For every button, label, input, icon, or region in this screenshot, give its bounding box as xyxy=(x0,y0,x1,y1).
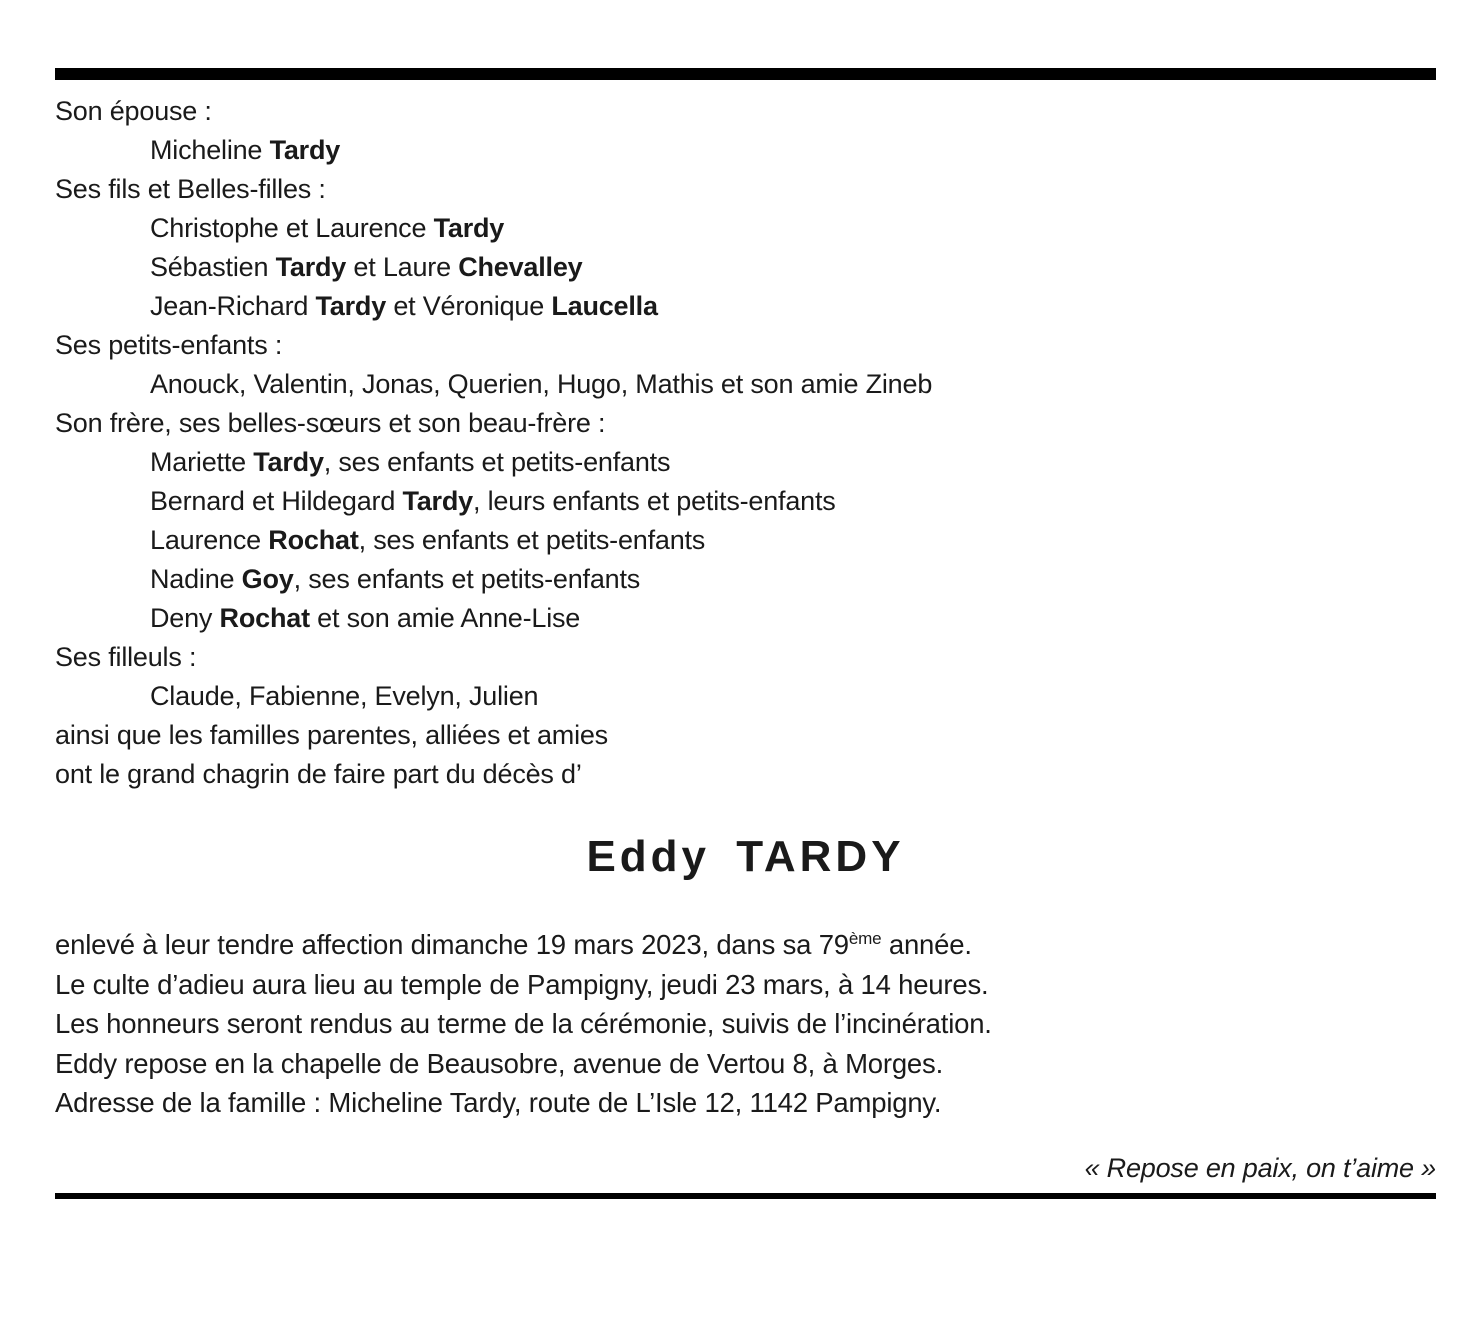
text-segment: Laurence xyxy=(150,525,269,555)
ceremony-details-section xyxy=(55,925,1436,1123)
family-line xyxy=(55,326,1436,365)
text-segment: , ses enfants et petits-enfants xyxy=(358,525,706,555)
text-segment: et son amie Anne-Lise xyxy=(309,603,581,633)
family-name-bold: Rochat xyxy=(219,603,310,633)
text-segment: Mariette xyxy=(150,447,254,477)
family-line xyxy=(55,365,1436,404)
family-name-bold: Tardy xyxy=(269,135,341,165)
family-line xyxy=(55,599,1436,638)
text-segment: Adresse de la famille : Micheline Tardy, route de L’Isle 12, 1142 Pampigny. xyxy=(55,1087,942,1118)
bottom-rule xyxy=(55,1193,1436,1199)
text-segment: enlevé à leur tendre affection dimanche 19 mars 2023, dans sa 79 xyxy=(55,929,849,960)
text-segment: Ses filleuls : xyxy=(55,642,197,672)
text-segment: , leurs enfants et petits-enfants xyxy=(472,486,836,516)
text-segment: Ses petits-enfants : xyxy=(55,330,283,360)
text-segment: Son frère, ses belles-sœurs et son beau-frère : xyxy=(55,408,606,438)
family-line xyxy=(55,248,1436,287)
text-segment: Micheline xyxy=(150,135,270,165)
text-segment: Christophe et Laurence xyxy=(150,213,434,243)
family-line xyxy=(55,92,1436,131)
text-segment: Ses fils et Belles-filles : xyxy=(55,174,326,204)
family-lines-section xyxy=(55,92,1436,794)
family-name-bold: Rochat xyxy=(268,525,359,555)
text-segment: Les honneurs seront rendus au terme de la cérémonie, suivis de l’incinération. xyxy=(55,1008,992,1039)
family-name-bold: Goy xyxy=(241,564,294,594)
text-segment: Claude, Fabienne, Evelyn, Julien xyxy=(150,681,539,711)
family-name-bold: Tardy xyxy=(433,213,505,243)
family-name-bold: Laucella xyxy=(551,291,658,321)
detail-line xyxy=(55,1083,1436,1123)
text-segment: Eddy repose en la chapelle de Beausobre, avenue de Vertou 8, à Morges. xyxy=(55,1047,944,1079)
text-segment: Le culte d’adieu aura lieu au temple de Pampigny, jeudi 23 mars, à 14 heures. xyxy=(55,968,989,1000)
obituary-page xyxy=(0,68,1484,1336)
text-segment: ont le grand chagrin de faire part du décès d’ xyxy=(55,759,582,789)
text-segment: Bernard et Hildegard xyxy=(150,486,403,516)
text-segment: et Laure xyxy=(346,252,459,282)
text-segment: ainsi que les familles parentes, alliées et amies xyxy=(55,720,608,750)
top-rule xyxy=(55,68,1436,80)
closing-quote: « Repose en paix, on t’aime » xyxy=(1084,1152,1436,1183)
family-line xyxy=(55,131,1436,170)
detail-line xyxy=(55,925,1436,965)
family-line xyxy=(55,287,1436,326)
family-name-bold: Chevalley xyxy=(458,252,583,282)
family-line xyxy=(55,170,1436,209)
text-segment: Nadine xyxy=(150,564,242,594)
text-segment: , ses enfants et petits-enfants xyxy=(323,447,671,477)
text-segment: Anouck, Valentin, Jonas, Querien, Hugo, Mathis et son amie Zineb xyxy=(150,369,933,399)
text-segment: année. xyxy=(881,929,972,960)
text-segment: Deny xyxy=(150,603,220,633)
text-segment: Sébastien xyxy=(150,252,276,282)
deceased-name-title: Eddy TARDY xyxy=(586,832,905,881)
family-line xyxy=(55,755,1436,794)
family-name-bold: Tardy xyxy=(253,447,324,477)
family-name-bold: Tardy xyxy=(275,252,347,282)
detail-line xyxy=(55,1044,1436,1084)
family-line xyxy=(55,443,1436,482)
family-line xyxy=(55,716,1436,755)
family-line xyxy=(55,677,1436,716)
family-line xyxy=(55,638,1436,677)
ordinal-superscript: ème xyxy=(848,928,882,948)
family-line xyxy=(55,209,1436,248)
family-name-bold: Tardy xyxy=(315,291,387,321)
text-segment: Son épouse : xyxy=(55,96,212,126)
family-line xyxy=(55,560,1436,599)
text-segment: et Véronique xyxy=(386,291,552,321)
family-name-bold: Tardy xyxy=(402,486,473,516)
family-line xyxy=(55,521,1436,560)
text-segment: , ses enfants et petits-enfants xyxy=(293,564,641,594)
text-segment: Jean-Richard xyxy=(150,291,316,321)
family-line xyxy=(55,482,1436,521)
detail-line xyxy=(55,965,1436,1005)
detail-line xyxy=(55,1004,1436,1044)
family-line xyxy=(55,404,1436,443)
